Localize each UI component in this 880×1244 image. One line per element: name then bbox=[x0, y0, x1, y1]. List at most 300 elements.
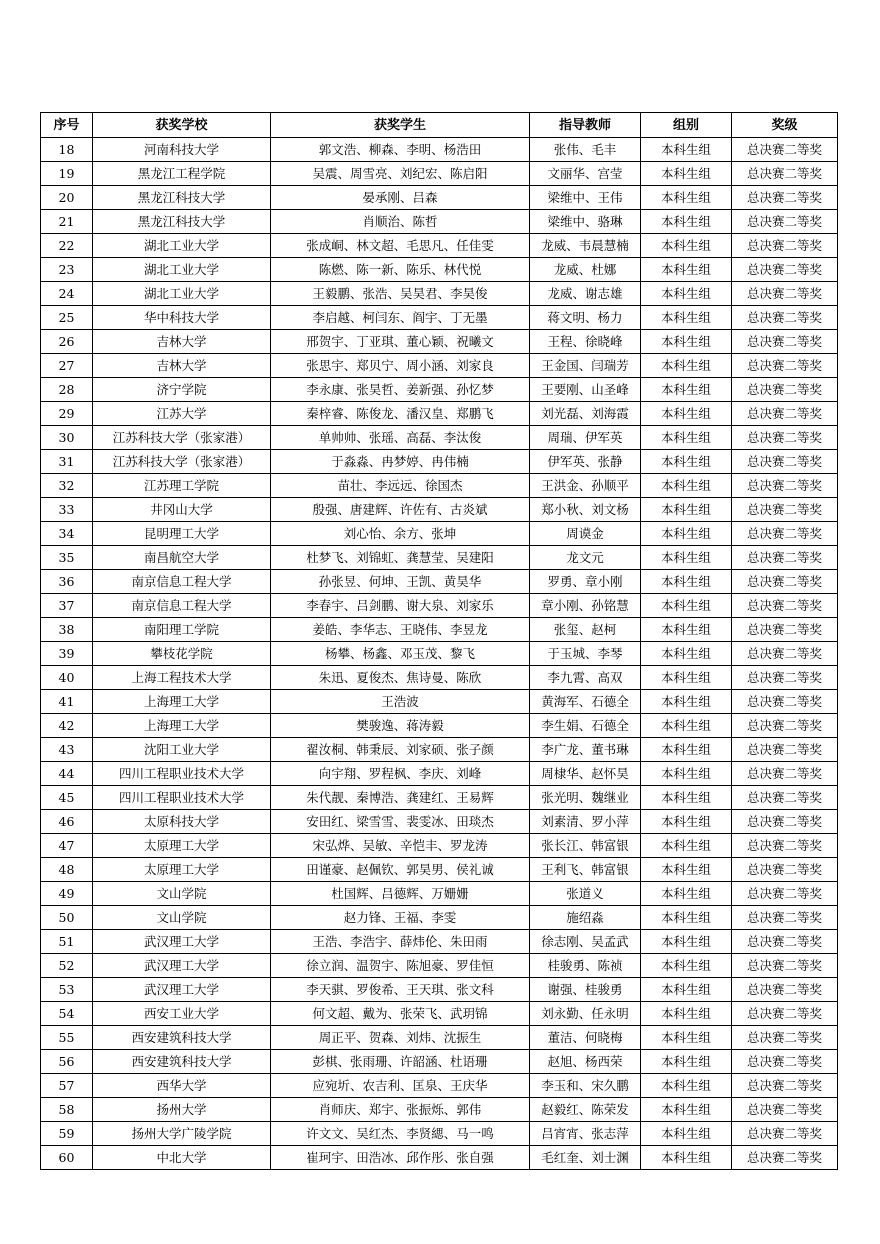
cell-index: 23 bbox=[41, 258, 93, 282]
cell-award: 总决赛二等奖 bbox=[732, 186, 838, 210]
cell-advisors: 王洪金、孙顺平 bbox=[530, 474, 641, 498]
cell-school: 南京信息工程大学 bbox=[93, 594, 271, 618]
cell-students: 田谨豪、赵佩钦、郭昊男、侯礼诚 bbox=[271, 858, 530, 882]
table-row bbox=[41, 1002, 838, 1026]
cell-group: 本科生组 bbox=[641, 906, 732, 930]
cell-award: 总决赛二等奖 bbox=[732, 930, 838, 954]
cell-students: 李春宇、吕剑鹏、谢大泉、刘家乐 bbox=[271, 594, 530, 618]
cell-school: 沈阳工业大学 bbox=[93, 738, 271, 762]
cell-school: 四川工程职业技术大学 bbox=[93, 786, 271, 810]
cell-advisors: 梁维中、骆琳 bbox=[530, 210, 641, 234]
cell-students: 应宛圻、农吉利、匡泉、王庆华 bbox=[271, 1074, 530, 1098]
cell-index: 20 bbox=[41, 186, 93, 210]
cell-school: 南京信息工程大学 bbox=[93, 570, 271, 594]
cell-index: 50 bbox=[41, 906, 93, 930]
table-row bbox=[41, 378, 838, 402]
cell-index: 42 bbox=[41, 714, 93, 738]
cell-school: 吉林大学 bbox=[93, 354, 271, 378]
cell-advisors: 王金国、闫瑞芳 bbox=[530, 354, 641, 378]
cell-index: 35 bbox=[41, 546, 93, 570]
header-students: 获奖学生 bbox=[271, 113, 530, 138]
table-row bbox=[41, 1026, 838, 1050]
cell-school: 扬州大学 bbox=[93, 1098, 271, 1122]
cell-group: 本科生组 bbox=[641, 354, 732, 378]
header-award: 奖级 bbox=[732, 113, 838, 138]
cell-group: 本科生组 bbox=[641, 474, 732, 498]
cell-school: 黑龙江科技大学 bbox=[93, 210, 271, 234]
cell-index: 31 bbox=[41, 450, 93, 474]
table-row bbox=[41, 642, 838, 666]
cell-advisors: 桂骏勇、陈祯 bbox=[530, 954, 641, 978]
cell-advisors: 章小刚、孙铭慧 bbox=[530, 594, 641, 618]
cell-index: 36 bbox=[41, 570, 93, 594]
cell-award: 总决赛二等奖 bbox=[732, 234, 838, 258]
table-row bbox=[41, 858, 838, 882]
cell-advisors: 伊军英、张静 bbox=[530, 450, 641, 474]
cell-index: 22 bbox=[41, 234, 93, 258]
cell-award: 总决赛二等奖 bbox=[732, 618, 838, 642]
cell-award: 总决赛二等奖 bbox=[732, 498, 838, 522]
header-school: 获奖学校 bbox=[93, 113, 271, 138]
cell-school: 文山学院 bbox=[93, 906, 271, 930]
cell-index: 48 bbox=[41, 858, 93, 882]
cell-group: 本科生组 bbox=[641, 762, 732, 786]
cell-group: 本科生组 bbox=[641, 714, 732, 738]
cell-students: 肖顺治、陈哲 bbox=[271, 210, 530, 234]
cell-students: 崔珂宇、田浩冰、邱作彤、张自强 bbox=[271, 1146, 530, 1170]
cell-group: 本科生组 bbox=[641, 1050, 732, 1074]
table-row bbox=[41, 474, 838, 498]
cell-award: 总决赛二等奖 bbox=[732, 714, 838, 738]
cell-advisors: 张道义 bbox=[530, 882, 641, 906]
cell-group: 本科生组 bbox=[641, 834, 732, 858]
cell-award: 总决赛二等奖 bbox=[732, 954, 838, 978]
cell-index: 53 bbox=[41, 978, 93, 1002]
cell-award: 总决赛二等奖 bbox=[732, 810, 838, 834]
cell-group: 本科生组 bbox=[641, 162, 732, 186]
cell-advisors: 施绍淼 bbox=[530, 906, 641, 930]
cell-award: 总决赛二等奖 bbox=[732, 306, 838, 330]
cell-students: 樊骏逸、蒋涛毅 bbox=[271, 714, 530, 738]
cell-award: 总决赛二等奖 bbox=[732, 1122, 838, 1146]
table-row bbox=[41, 1122, 838, 1146]
table-row bbox=[41, 666, 838, 690]
cell-advisors: 周棣华、赵怀昊 bbox=[530, 762, 641, 786]
cell-award: 总决赛二等奖 bbox=[732, 1050, 838, 1074]
cell-award: 总决赛二等奖 bbox=[732, 354, 838, 378]
cell-group: 本科生组 bbox=[641, 186, 732, 210]
cell-school: 江苏大学 bbox=[93, 402, 271, 426]
cell-index: 40 bbox=[41, 666, 93, 690]
cell-students: 孙张昱、何坤、王凯、黄昊华 bbox=[271, 570, 530, 594]
cell-school: 湖北工业大学 bbox=[93, 258, 271, 282]
cell-index: 39 bbox=[41, 642, 93, 666]
cell-award: 总决赛二等奖 bbox=[732, 1074, 838, 1098]
cell-students: 王浩、李浩宇、薛炜伦、朱田雨 bbox=[271, 930, 530, 954]
cell-students: 刘心怡、余方、张坤 bbox=[271, 522, 530, 546]
cell-school: 湖北工业大学 bbox=[93, 234, 271, 258]
cell-group: 本科生组 bbox=[641, 498, 732, 522]
award-table bbox=[40, 112, 838, 1170]
cell-advisors: 龙威、杜娜 bbox=[530, 258, 641, 282]
cell-advisors: 龙威、谢志雄 bbox=[530, 282, 641, 306]
cell-award: 总决赛二等奖 bbox=[732, 474, 838, 498]
cell-school: 湖北工业大学 bbox=[93, 282, 271, 306]
table-row bbox=[41, 162, 838, 186]
cell-index: 27 bbox=[41, 354, 93, 378]
table-row bbox=[41, 786, 838, 810]
cell-advisors: 赵毅红、陈荣发 bbox=[530, 1098, 641, 1122]
cell-students: 周正平、贺森、刘炜、沈振生 bbox=[271, 1026, 530, 1050]
cell-school: 武汉理工大学 bbox=[93, 930, 271, 954]
cell-index: 55 bbox=[41, 1026, 93, 1050]
cell-advisors: 刘光磊、刘海霞 bbox=[530, 402, 641, 426]
cell-group: 本科生组 bbox=[641, 570, 732, 594]
cell-school: 太原科技大学 bbox=[93, 810, 271, 834]
cell-school: 攀枝花学院 bbox=[93, 642, 271, 666]
cell-group: 本科生组 bbox=[641, 858, 732, 882]
cell-group: 本科生组 bbox=[641, 978, 732, 1002]
cell-school: 江苏科技大学（张家港） bbox=[93, 426, 271, 450]
cell-group: 本科生组 bbox=[641, 330, 732, 354]
cell-group: 本科生组 bbox=[641, 282, 732, 306]
cell-school: 太原理工大学 bbox=[93, 834, 271, 858]
cell-advisors: 罗勇、章小刚 bbox=[530, 570, 641, 594]
cell-index: 45 bbox=[41, 786, 93, 810]
cell-index: 32 bbox=[41, 474, 93, 498]
cell-students: 邢贺宇、丁亚琪、董心颖、祝曦文 bbox=[271, 330, 530, 354]
cell-group: 本科生组 bbox=[641, 138, 732, 162]
table-row bbox=[41, 906, 838, 930]
table-row bbox=[41, 1098, 838, 1122]
cell-award: 总决赛二等奖 bbox=[732, 594, 838, 618]
cell-students: 殷强、唐建辉、许佐有、古炎斌 bbox=[271, 498, 530, 522]
table-row bbox=[41, 402, 838, 426]
cell-award: 总决赛二等奖 bbox=[732, 162, 838, 186]
cell-students: 朱迅、夏俊杰、焦诗曼、陈欣 bbox=[271, 666, 530, 690]
cell-school: 太原理工大学 bbox=[93, 858, 271, 882]
table-row bbox=[41, 594, 838, 618]
cell-students: 翟汝桐、韩秉辰、刘家硕、张子颜 bbox=[271, 738, 530, 762]
cell-group: 本科生组 bbox=[641, 786, 732, 810]
cell-award: 总决赛二等奖 bbox=[732, 906, 838, 930]
cell-group: 本科生组 bbox=[641, 666, 732, 690]
cell-advisors: 龙威、韦晨慧楠 bbox=[530, 234, 641, 258]
table-row bbox=[41, 978, 838, 1002]
table-row bbox=[41, 258, 838, 282]
cell-award: 总决赛二等奖 bbox=[732, 402, 838, 426]
cell-school: 黑龙江工程学院 bbox=[93, 162, 271, 186]
table-row bbox=[41, 690, 838, 714]
cell-students: 李永康、张昊哲、姜新强、孙忆梦 bbox=[271, 378, 530, 402]
table-row bbox=[41, 282, 838, 306]
cell-group: 本科生组 bbox=[641, 210, 732, 234]
table-row bbox=[41, 738, 838, 762]
cell-school: 井冈山大学 bbox=[93, 498, 271, 522]
cell-school: 武汉理工大学 bbox=[93, 978, 271, 1002]
cell-students: 于淼淼、冉梦婷、冉伟楠 bbox=[271, 450, 530, 474]
table-header-row bbox=[41, 113, 838, 138]
cell-advisors: 赵旭、杨西荣 bbox=[530, 1050, 641, 1074]
table-row bbox=[41, 1050, 838, 1074]
cell-award: 总决赛二等奖 bbox=[732, 138, 838, 162]
cell-group: 本科生组 bbox=[641, 402, 732, 426]
cell-advisors: 吕宵宵、张志萍 bbox=[530, 1122, 641, 1146]
cell-group: 本科生组 bbox=[641, 642, 732, 666]
table-row bbox=[41, 522, 838, 546]
table-row bbox=[41, 138, 838, 162]
table-row bbox=[41, 498, 838, 522]
cell-advisors: 李生娟、石德全 bbox=[530, 714, 641, 738]
cell-advisors: 王程、徐晓峰 bbox=[530, 330, 641, 354]
cell-school: 江苏科技大学（张家港） bbox=[93, 450, 271, 474]
cell-students: 张思宇、郑贝宁、周小涵、刘家良 bbox=[271, 354, 530, 378]
cell-group: 本科生组 bbox=[641, 234, 732, 258]
cell-group: 本科生组 bbox=[641, 450, 732, 474]
cell-index: 52 bbox=[41, 954, 93, 978]
table-row bbox=[41, 714, 838, 738]
cell-school: 上海工程技术大学 bbox=[93, 666, 271, 690]
cell-school: 江苏理工学院 bbox=[93, 474, 271, 498]
table-row bbox=[41, 354, 838, 378]
cell-award: 总决赛二等奖 bbox=[732, 882, 838, 906]
cell-advisors: 毛红奎、刘士渊 bbox=[530, 1146, 641, 1170]
cell-students: 安田红、梁雪雪、裴雯冰、田琰杰 bbox=[271, 810, 530, 834]
cell-group: 本科生组 bbox=[641, 546, 732, 570]
cell-school: 南阳理工学院 bbox=[93, 618, 271, 642]
cell-group: 本科生组 bbox=[641, 1146, 732, 1170]
cell-students: 朱代靓、秦博浩、龚建红、王易辉 bbox=[271, 786, 530, 810]
header-index: 序号 bbox=[41, 113, 93, 138]
cell-index: 54 bbox=[41, 1002, 93, 1026]
cell-students: 单帅帅、张瑶、高磊、李汰俊 bbox=[271, 426, 530, 450]
cell-students: 姜皓、李华志、王晓伟、李昱龙 bbox=[271, 618, 530, 642]
cell-group: 本科生组 bbox=[641, 690, 732, 714]
cell-advisors: 王利飞、韩富银 bbox=[530, 858, 641, 882]
table-row bbox=[41, 930, 838, 954]
cell-index: 25 bbox=[41, 306, 93, 330]
cell-award: 总决赛二等奖 bbox=[732, 378, 838, 402]
cell-students: 宋弘烨、吴敏、辛恺丰、罗龙涛 bbox=[271, 834, 530, 858]
cell-school: 河南科技大学 bbox=[93, 138, 271, 162]
cell-school: 济宁学院 bbox=[93, 378, 271, 402]
cell-index: 30 bbox=[41, 426, 93, 450]
cell-index: 49 bbox=[41, 882, 93, 906]
header-group: 组别 bbox=[641, 113, 732, 138]
table-row bbox=[41, 762, 838, 786]
cell-award: 总决赛二等奖 bbox=[732, 330, 838, 354]
table-row bbox=[41, 186, 838, 210]
table-row bbox=[41, 234, 838, 258]
cell-students: 肖师庆、郑宇、张振烁、郭伟 bbox=[271, 1098, 530, 1122]
cell-index: 51 bbox=[41, 930, 93, 954]
cell-index: 38 bbox=[41, 618, 93, 642]
cell-index: 28 bbox=[41, 378, 93, 402]
cell-index: 44 bbox=[41, 762, 93, 786]
cell-advisors: 徐志刚、吴孟武 bbox=[530, 930, 641, 954]
table-row bbox=[41, 210, 838, 234]
cell-group: 本科生组 bbox=[641, 1122, 732, 1146]
cell-school: 西华大学 bbox=[93, 1074, 271, 1098]
cell-students: 苗壮、李远远、徐国杰 bbox=[271, 474, 530, 498]
table-body bbox=[41, 138, 838, 1170]
cell-award: 总决赛二等奖 bbox=[732, 1002, 838, 1026]
cell-students: 陈燃、陈一新、陈乐、林代悦 bbox=[271, 258, 530, 282]
cell-index: 58 bbox=[41, 1098, 93, 1122]
cell-school: 南昌航空大学 bbox=[93, 546, 271, 570]
cell-advisors: 龙文元 bbox=[530, 546, 641, 570]
cell-index: 29 bbox=[41, 402, 93, 426]
cell-award: 总决赛二等奖 bbox=[732, 258, 838, 282]
cell-students: 王毅鹏、张浩、吴昊君、李昊俊 bbox=[271, 282, 530, 306]
cell-group: 本科生组 bbox=[641, 426, 732, 450]
cell-group: 本科生组 bbox=[641, 522, 732, 546]
header-advisors: 指导教师 bbox=[530, 113, 641, 138]
cell-school: 西安工业大学 bbox=[93, 1002, 271, 1026]
cell-students: 何文超、戴为、张荣飞、武玥锦 bbox=[271, 1002, 530, 1026]
cell-index: 33 bbox=[41, 498, 93, 522]
cell-award: 总决赛二等奖 bbox=[732, 1026, 838, 1050]
cell-award: 总决赛二等奖 bbox=[732, 426, 838, 450]
cell-group: 本科生组 bbox=[641, 954, 732, 978]
cell-students: 杨攀、杨鑫、邓玉茂、黎飞 bbox=[271, 642, 530, 666]
cell-students: 向宇翔、罗程枫、李庆、刘峰 bbox=[271, 762, 530, 786]
cell-group: 本科生组 bbox=[641, 810, 732, 834]
cell-advisors: 黄海军、石德全 bbox=[530, 690, 641, 714]
cell-advisors: 王要刚、山圣峰 bbox=[530, 378, 641, 402]
cell-index: 18 bbox=[41, 138, 93, 162]
cell-award: 总决赛二等奖 bbox=[732, 858, 838, 882]
cell-award: 总决赛二等奖 bbox=[732, 690, 838, 714]
cell-award: 总决赛二等奖 bbox=[732, 546, 838, 570]
cell-index: 43 bbox=[41, 738, 93, 762]
cell-school: 四川工程职业技术大学 bbox=[93, 762, 271, 786]
cell-students: 晏承刚、吕森 bbox=[271, 186, 530, 210]
cell-index: 46 bbox=[41, 810, 93, 834]
cell-award: 总决赛二等奖 bbox=[732, 738, 838, 762]
cell-award: 总决赛二等奖 bbox=[732, 834, 838, 858]
cell-students: 李启越、柯闫东、阎宇、丁无墨 bbox=[271, 306, 530, 330]
table-row bbox=[41, 546, 838, 570]
cell-award: 总决赛二等奖 bbox=[732, 642, 838, 666]
cell-students: 张成峒、林文超、毛思凡、任佳雯 bbox=[271, 234, 530, 258]
cell-students: 吴震、周雪亮、刘纪宏、陈启阳 bbox=[271, 162, 530, 186]
cell-award: 总决赛二等奖 bbox=[732, 762, 838, 786]
cell-group: 本科生组 bbox=[641, 594, 732, 618]
cell-award: 总决赛二等奖 bbox=[732, 1146, 838, 1170]
cell-school: 上海理工大学 bbox=[93, 690, 271, 714]
cell-school: 扬州大学广陵学院 bbox=[93, 1122, 271, 1146]
cell-school: 昆明理工大学 bbox=[93, 522, 271, 546]
cell-advisors: 张长江、韩富银 bbox=[530, 834, 641, 858]
cell-index: 41 bbox=[41, 690, 93, 714]
cell-students: 彭棋、张雨珊、许韶涵、杜语珊 bbox=[271, 1050, 530, 1074]
cell-index: 60 bbox=[41, 1146, 93, 1170]
cell-school: 西安建筑科技大学 bbox=[93, 1050, 271, 1074]
cell-index: 57 bbox=[41, 1074, 93, 1098]
cell-index: 37 bbox=[41, 594, 93, 618]
cell-advisors: 张伟、毛丰 bbox=[530, 138, 641, 162]
cell-index: 59 bbox=[41, 1122, 93, 1146]
cell-school: 文山学院 bbox=[93, 882, 271, 906]
table-row bbox=[41, 1074, 838, 1098]
cell-advisors: 郑小秋、刘文杨 bbox=[530, 498, 641, 522]
cell-award: 总决赛二等奖 bbox=[732, 282, 838, 306]
cell-advisors: 李玉和、宋久鹏 bbox=[530, 1074, 641, 1098]
cell-group: 本科生组 bbox=[641, 258, 732, 282]
cell-advisors: 周瑞、伊军英 bbox=[530, 426, 641, 450]
cell-advisors: 梁维中、王伟 bbox=[530, 186, 641, 210]
table-row bbox=[41, 834, 838, 858]
cell-group: 本科生组 bbox=[641, 738, 732, 762]
cell-group: 本科生组 bbox=[641, 1074, 732, 1098]
cell-group: 本科生组 bbox=[641, 1026, 732, 1050]
table-row bbox=[41, 306, 838, 330]
table-row bbox=[41, 618, 838, 642]
cell-advisors: 李广龙、董书琳 bbox=[530, 738, 641, 762]
cell-students: 杜国辉、吕德辉、万姗姗 bbox=[271, 882, 530, 906]
table-row bbox=[41, 426, 838, 450]
cell-students: 徐立润、温贺宇、陈旭豪、罗佳恒 bbox=[271, 954, 530, 978]
cell-students: 秦梓睿、陈俊龙、潘汉皇、郑鹏飞 bbox=[271, 402, 530, 426]
cell-advisors: 刘素清、罗小萍 bbox=[530, 810, 641, 834]
cell-award: 总决赛二等奖 bbox=[732, 210, 838, 234]
cell-school: 上海理工大学 bbox=[93, 714, 271, 738]
cell-advisors: 张光明、魏继业 bbox=[530, 786, 641, 810]
cell-group: 本科生组 bbox=[641, 882, 732, 906]
cell-students: 许文文、吴红杰、李贤緦、马一鸣 bbox=[271, 1122, 530, 1146]
table-row bbox=[41, 330, 838, 354]
cell-students: 李天骐、罗俊希、王天琪、张文科 bbox=[271, 978, 530, 1002]
cell-award: 总决赛二等奖 bbox=[732, 1098, 838, 1122]
cell-school: 中北大学 bbox=[93, 1146, 271, 1170]
cell-school: 黑龙江科技大学 bbox=[93, 186, 271, 210]
table-row bbox=[41, 954, 838, 978]
cell-advisors: 张玺、赵柯 bbox=[530, 618, 641, 642]
cell-index: 47 bbox=[41, 834, 93, 858]
cell-advisors: 刘永勤、任永明 bbox=[530, 1002, 641, 1026]
cell-award: 总决赛二等奖 bbox=[732, 978, 838, 1002]
cell-index: 26 bbox=[41, 330, 93, 354]
table-row bbox=[41, 1146, 838, 1170]
cell-group: 本科生组 bbox=[641, 378, 732, 402]
cell-advisors: 文丽华、宫莹 bbox=[530, 162, 641, 186]
cell-students: 郭文浩、柳森、李明、杨浩田 bbox=[271, 138, 530, 162]
cell-school: 武汉理工大学 bbox=[93, 954, 271, 978]
cell-students: 赵力锋、王福、李雯 bbox=[271, 906, 530, 930]
cell-index: 19 bbox=[41, 162, 93, 186]
cell-school: 华中科技大学 bbox=[93, 306, 271, 330]
cell-index: 21 bbox=[41, 210, 93, 234]
cell-advisors: 李九霄、高双 bbox=[530, 666, 641, 690]
cell-index: 24 bbox=[41, 282, 93, 306]
cell-group: 本科生组 bbox=[641, 306, 732, 330]
cell-award: 总决赛二等奖 bbox=[732, 522, 838, 546]
cell-advisors: 谢强、桂骏勇 bbox=[530, 978, 641, 1002]
table-row bbox=[41, 810, 838, 834]
table-row bbox=[41, 570, 838, 594]
table-row bbox=[41, 450, 838, 474]
cell-group: 本科生组 bbox=[641, 618, 732, 642]
cell-students: 杜梦飞、刘锦虹、龚慧莹、吴建阳 bbox=[271, 546, 530, 570]
cell-award: 总决赛二等奖 bbox=[732, 786, 838, 810]
cell-award: 总决赛二等奖 bbox=[732, 666, 838, 690]
cell-advisors: 董洁、何晓梅 bbox=[530, 1026, 641, 1050]
cell-advisors: 蒋文明、杨力 bbox=[530, 306, 641, 330]
cell-school: 吉林大学 bbox=[93, 330, 271, 354]
cell-index: 56 bbox=[41, 1050, 93, 1074]
cell-advisors: 于玉城、李琴 bbox=[530, 642, 641, 666]
